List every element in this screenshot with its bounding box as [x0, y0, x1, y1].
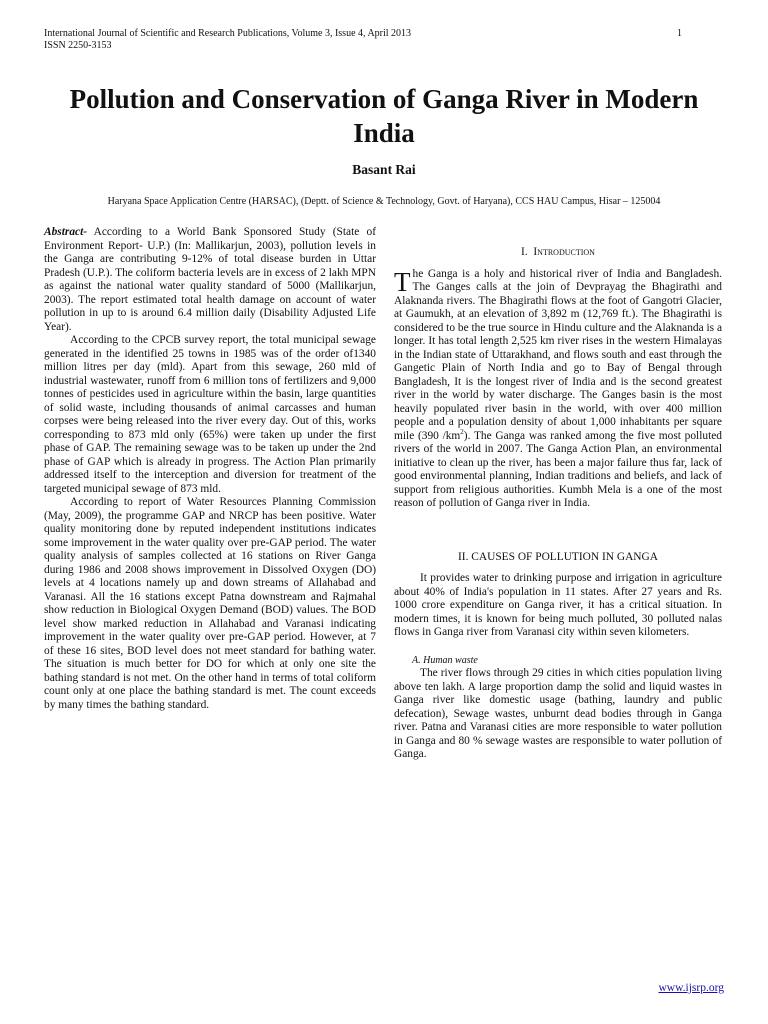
journal-website-link[interactable]: www.ijsrp.org	[658, 982, 724, 994]
cpcb-paragraph: According to the CPCB survey report, the total municipal sewage generated in the identified 25 towns in 1985 was of the order of1340 million litres per day (mld). Apart from this sewage, 260 mld of industrial wastewater, runoff from 6 million tons of fertilizers and 9,000 tonnes of pesticides used in agriculture within the basin, large quantities of solid waste, including thousands of animal carcasses and human corpses were being released into the river every day. Out of this, works corresponding to 873 mld only (65%) were taken up under the first phase of GAP. The remaining sewage was to be taken up under the 2nd phase of GAP which is already in progress. The Action Plan primarily addressed itself to the interception and diversion for treatment of the targeted municipal sewage of 873 mld.	[44, 334, 376, 495]
intro-text-a: he Ganga is a holy and historical river of India and Bangladesh. The Ganges calls at the join of Devprayag the Bhagirathi and Alaknanda rivers. The Bhagirathi flows at the foot of Gangotri Glacier, at Gaumukh, at an elevation of 3,892 m (12,769 ft.). The Bhagirathi is considered to be the true source in Hindu culture and the Alaknanda is a longer. It has total length 2,525 km river rises in the western Himalayas in the Indian state of Uttarakhand, and flows south and east through the Gangetic Plain of North India and go to Bay of Bengal through Bangladesh, It is the longest river of India and is the second greatest river in the world by water discharge. The Ganges basin is the most heavily populated river basin in the world, with over 400 million people and a population density of about 1,000 inhabitants per square mile (390 /km	[394, 267, 723, 442]
human-waste-paragraph: The river flows through 29 cities in which cities population living above ten lakh. A large proportion damp the solid and liquid wastes in Ganga river like domestic usage (bathing, laundry and public defecation), Sewage wastes, unburnt dead bodies through in Ganga river. Patna and Varanasi cities are more responsible to water pollution in Ganga and 80 % sewage wastes are responsible to water pollution of Ganga.	[394, 667, 722, 760]
abstract-paragraph	[44, 226, 376, 334]
abstract-label: Abstract-	[44, 226, 88, 238]
page-number: 1	[677, 28, 682, 39]
intro-text-b: ). The Ganga was ranked among the five most polluted rivers of the world in 2007. The Ganga Action Plan, an environmental initiative to clean up the river, has been a major failure thus far, lack of good environmental planning, Indian traditions and beliefs, and lack of support from religious authorities. Kumbh Mela is a one of the most reason of pollution of Ganga river in India.	[394, 429, 722, 509]
drop-cap: T	[394, 266, 411, 297]
journal-line: International Journal of Scientific and Research Publications, Volume 3, Issue 4, April 2013	[44, 28, 412, 39]
section-numeral: I.	[521, 246, 528, 258]
introduction-paragraph	[394, 268, 722, 511]
section-heading-causes: II. CAUSES OF POLLUTION IN GANGA	[458, 550, 658, 563]
section-title: Introduction	[533, 246, 595, 258]
issn: ISSN 2250-3153	[44, 40, 112, 51]
paper-title: Pollution and Conservation of Ganga River in Modern India	[69, 84, 699, 148]
running-header	[44, 28, 411, 52]
subsection-heading-human-waste: A. Human waste	[412, 654, 478, 666]
superscript: 2	[460, 427, 464, 436]
author-name: Basant Rai	[352, 162, 416, 177]
author-affiliation: Haryana Space Application Centre (HARSAC), (Deptt. of Science & Technology, Govt. of Haryana), CCS HAU Campus, Hisar – 125004	[107, 196, 661, 207]
right-column	[394, 242, 722, 762]
water-resources-paragraph: According to report of Water Resources Planning Commission (May, 2009), the programme GAP and NRCP has been positive. Water quality monitoring done by reputed independent institutions indicates some improvement in the water quality over pre-GAP period. The water quality analysis of samples collected at 16 stations on River Ganga during 1986 and 2008 shows improvement in Dissolved Oxygen (DO) levels at 4 locations namely up and down streams of Allahabad and Varanasi. All the 16 stations except Patna downstream and Rajmahal show reduction in Biological Oxygen Demand (BOD) values. The BOD level show marked reduction in Allahabad and Varanasi indicating improvement in the water quality over pre-GAP period. However, at 7 of these 16 sites, BOD level does not meet standard for bathing water. The situation is much better for DO for which at only one site the bathing standard is not met. On the other hand in terms of total coliform count only at one place the bathing standard is met. The count exceeds by many times the bathing standard.	[44, 496, 376, 711]
causes-paragraph: It provides water to drinking purpose and irrigation in agriculture about 40% of India's population in 11 states. After 27 years and Rs. 1000 crore expenditure on Ganga river, it has a critical situation. In modern times, it is known for being much polluted, 30 polluted nalas flows in Ganga river from Varanasi city within seven kilometers.	[394, 572, 722, 638]
abstract-text: According to a World Bank Sponsored Study (State of Environment Report- U.P.) (In: Mallikarjun, 2003), pollution levels in the Ganga are contributing 9-12% of total disease burden in Uttar Pradesh (U.P.). The coliform bacteria levels are in excess of 2 lakh MPN as against the national water quality standard of 5000 (Mallikarjun, 2003). The report estimated total health damage on account of water pollution in up to is around 6.4 million daily (Disability Adjusted Life Year).	[44, 226, 376, 333]
left-column	[44, 226, 376, 712]
section-heading-introduction	[394, 246, 722, 260]
